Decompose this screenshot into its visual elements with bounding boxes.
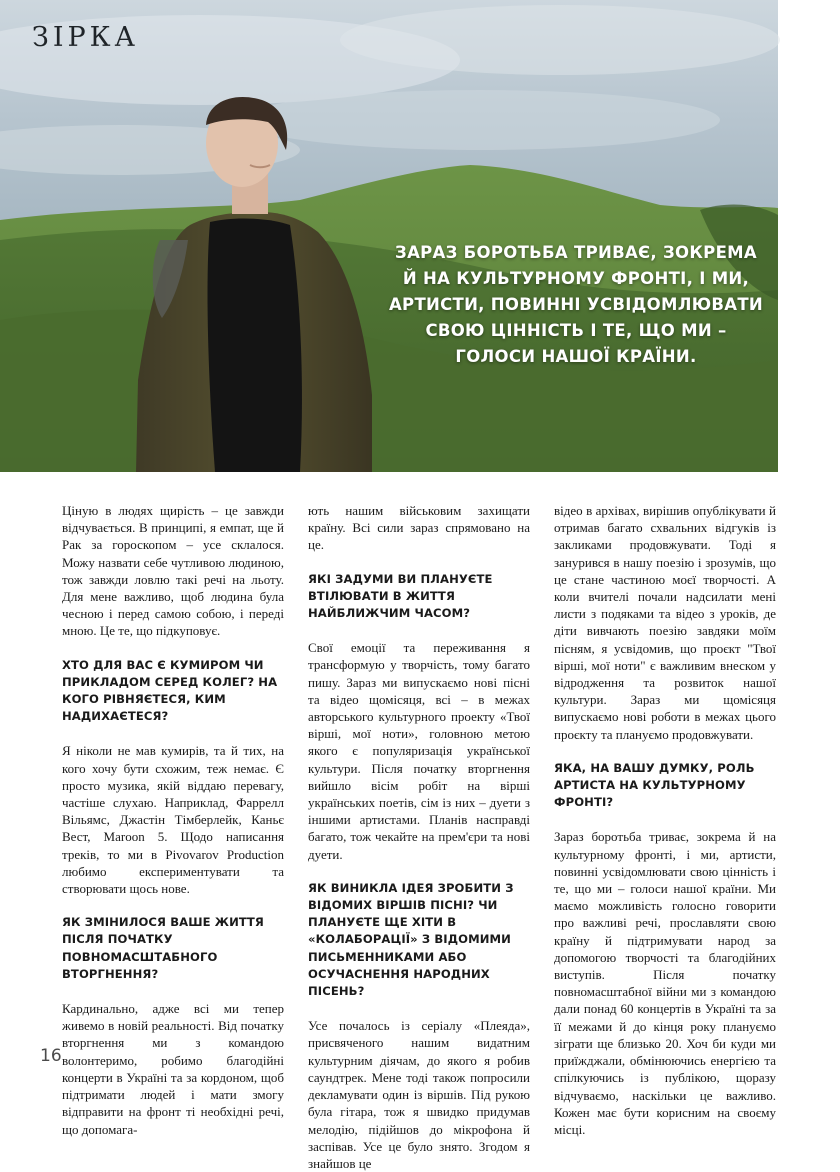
paragraph: відео в архівах, вирішив опублікувати й отримав багато схвальних відгуків із закликами продовжувати. Тоді я занурився в нашу поезію і зрозумів, що це стане частиною моєї творчості. А коли вчителі почали надсилати мені листи з подяками та відео з уроків, де діти вивчають поезію завдяки моїм пісням, я усвідомив, що проєкт "Твої вірші, мої ноти" є важливим внеском у відродження та розвиток нашої культури. Зараз ми щомісяця випускаємо нові роботи в межах цього проєкту та плануємо продовжувати. — [554, 503, 776, 742]
paragraph: Свої емоції та переживання я трансформую у творчість, тому багато пишу. Зараз ми випускаємо нові пісні та відео щомісяця, всі – в межах авторського культурного проекту «Твої вірші, мої ноти», головною метою якого є популяризація української культури. Після початку вторгнення вийшло вісім робіт на вірші українських поетів, сім із них – дуети з іншими артистами. Планів насправді багато, тож чекайте на прем'єри та нові дуети. — [308, 640, 530, 862]
paragraph: Я ніколи не мав кумирів, та й тих, на кого хочу бути схожим, теж немає. Є просто музика, якій віддаю перевагу, частіше слухаю. Наприклад, Фаррелл Вільямс, Джастін Тімберлейк, Каньє Вест, Maroon 5. Щодо написання треків, то ми в Pivovarov Production любимо експериментувати та створювати щось нове. — [62, 743, 284, 897]
pull-quote: ЗАРАЗ БОРОТЬБА ТРИВАЄ, ЗОКРЕМА Й НА КУЛЬТУРНОМУ ФРОНТІ, І МИ, АРТИСТИ, ПОВИННІ УСВІДОМЛЮВАТИ СВОЮ ЦІННІСТЬ І ТЕ, ЩО МИ – ГОЛОСИ НАШОЇ КРАЇНИ. — [388, 243, 763, 366]
paragraph: Ціную в людях щирість – це завжди відчувається. В принципі, я емпат, ще й Рак за гороскопом – усе склалося. Можу назвати себе чутливою людиною, тож завжди ловлю такі речі на льоту. Для мене важливо, щоб людина була чесною і перед самою собою, і переді мною. Це те, що підкуповує. — [62, 503, 284, 639]
interview-question: ХТО ДЛЯ ВАС Є КУМИРОМ ЧИ ПРИКЛАДОМ СЕРЕД КОЛЕГ? НА КОГО РІВНЯЄТЕСЯ, КИМ НАДИХАЄТЕСЯ? — [62, 657, 278, 724]
article-column-3 — [554, 502, 776, 1138]
hero-photo — [0, 0, 778, 472]
interview-question: ЯКА, НА ВАШУ ДУМКУ, РОЛЬ АРТИСТА НА КУЛЬТУРНОМУ ФРОНТІ? — [554, 760, 755, 810]
article-column-2 — [308, 502, 530, 1172]
interview-question: ЯК ВИНИКЛА ІДЕЯ ЗРОБИТИ З ВІДОМИХ ВІРШІВ ПІСНІ? ЧИ ПЛАНУЄТЕ ЩЕ ХІТИ В «КОЛАБОРАЦІЇ» З ВІДОМИМИ ПИСЬМЕННИКАМИ АБО ОСУЧАСНЕННЯ НАРОДНИХ ПІСЕНЬ? — [308, 880, 514, 999]
page-number: 16 — [40, 1046, 62, 1066]
magazine-section-title: ЗІРКА — [32, 22, 139, 53]
interview-question: ЯК ЗМІНИЛОСЯ ВАШЕ ЖИТТЯ ПІСЛЯ ПОЧАТКУ ПОВНОМАСШТАБНОГО ВТОРГНЕННЯ? — [62, 915, 264, 981]
interview-question: ЯКІ ЗАДУМИ ВИ ПЛАНУЄТЕ ВТІЛЮВАТИ В ЖИТТЯ НАЙБЛИЖЧИМ ЧАСОМ? — [308, 571, 493, 621]
paragraph: Кардинально, адже всі ми тепер живемо в новій реальності. Від початку вторгнення ми з командою волонтеримо, робимо благодійні концерти в Україні та за кордоном, щоб підтримати людей і мати змогу відправити на фронт ті необхідні речі, що допомага- — [62, 1001, 284, 1137]
paragraph: Усе почалось із серіалу «Плеяда», присвяченого нашим видатним культурним діячам, до якого я робив саундтрек. Мене тоді також попросили декламувати один із віршів. Під рукою була гітара, тож я швидко придумав мелодію, підійшов до мікрофона й заспівав. Усе це було знято. Згодом я знайшов це — [308, 1018, 530, 1171]
article-column-1 — [62, 502, 284, 1138]
hero-landscape-illustration — [0, 0, 778, 472]
paragraph: Зараз боротьба триває, зокрема й на культурному фронті, і ми, артисти, повинні усвідомлювати свою цінність і те, що ми – голоси нашої країни. Ми маємо можливість голосно говорити про важливі речі, прославляти свою країну й підтримувати народ за допомогою творчості та благодійних виступів. Після початку повномасштабної війни ми з командою дали понад 60 концертів в Україні та за її межами й до кінця року плануємо зіграти ще близько 20. Хоч би куди ми приїжджали, обмінюючись енергією та спілкуючись із публікою, щоразу відчуваємо, наскільки це важливо. Кожен має бути корисним на своєму місці. — [554, 829, 776, 1137]
paragraph: ють нашим військовим захищати країну. Всі сили зараз спрямовано на це. — [308, 503, 530, 553]
